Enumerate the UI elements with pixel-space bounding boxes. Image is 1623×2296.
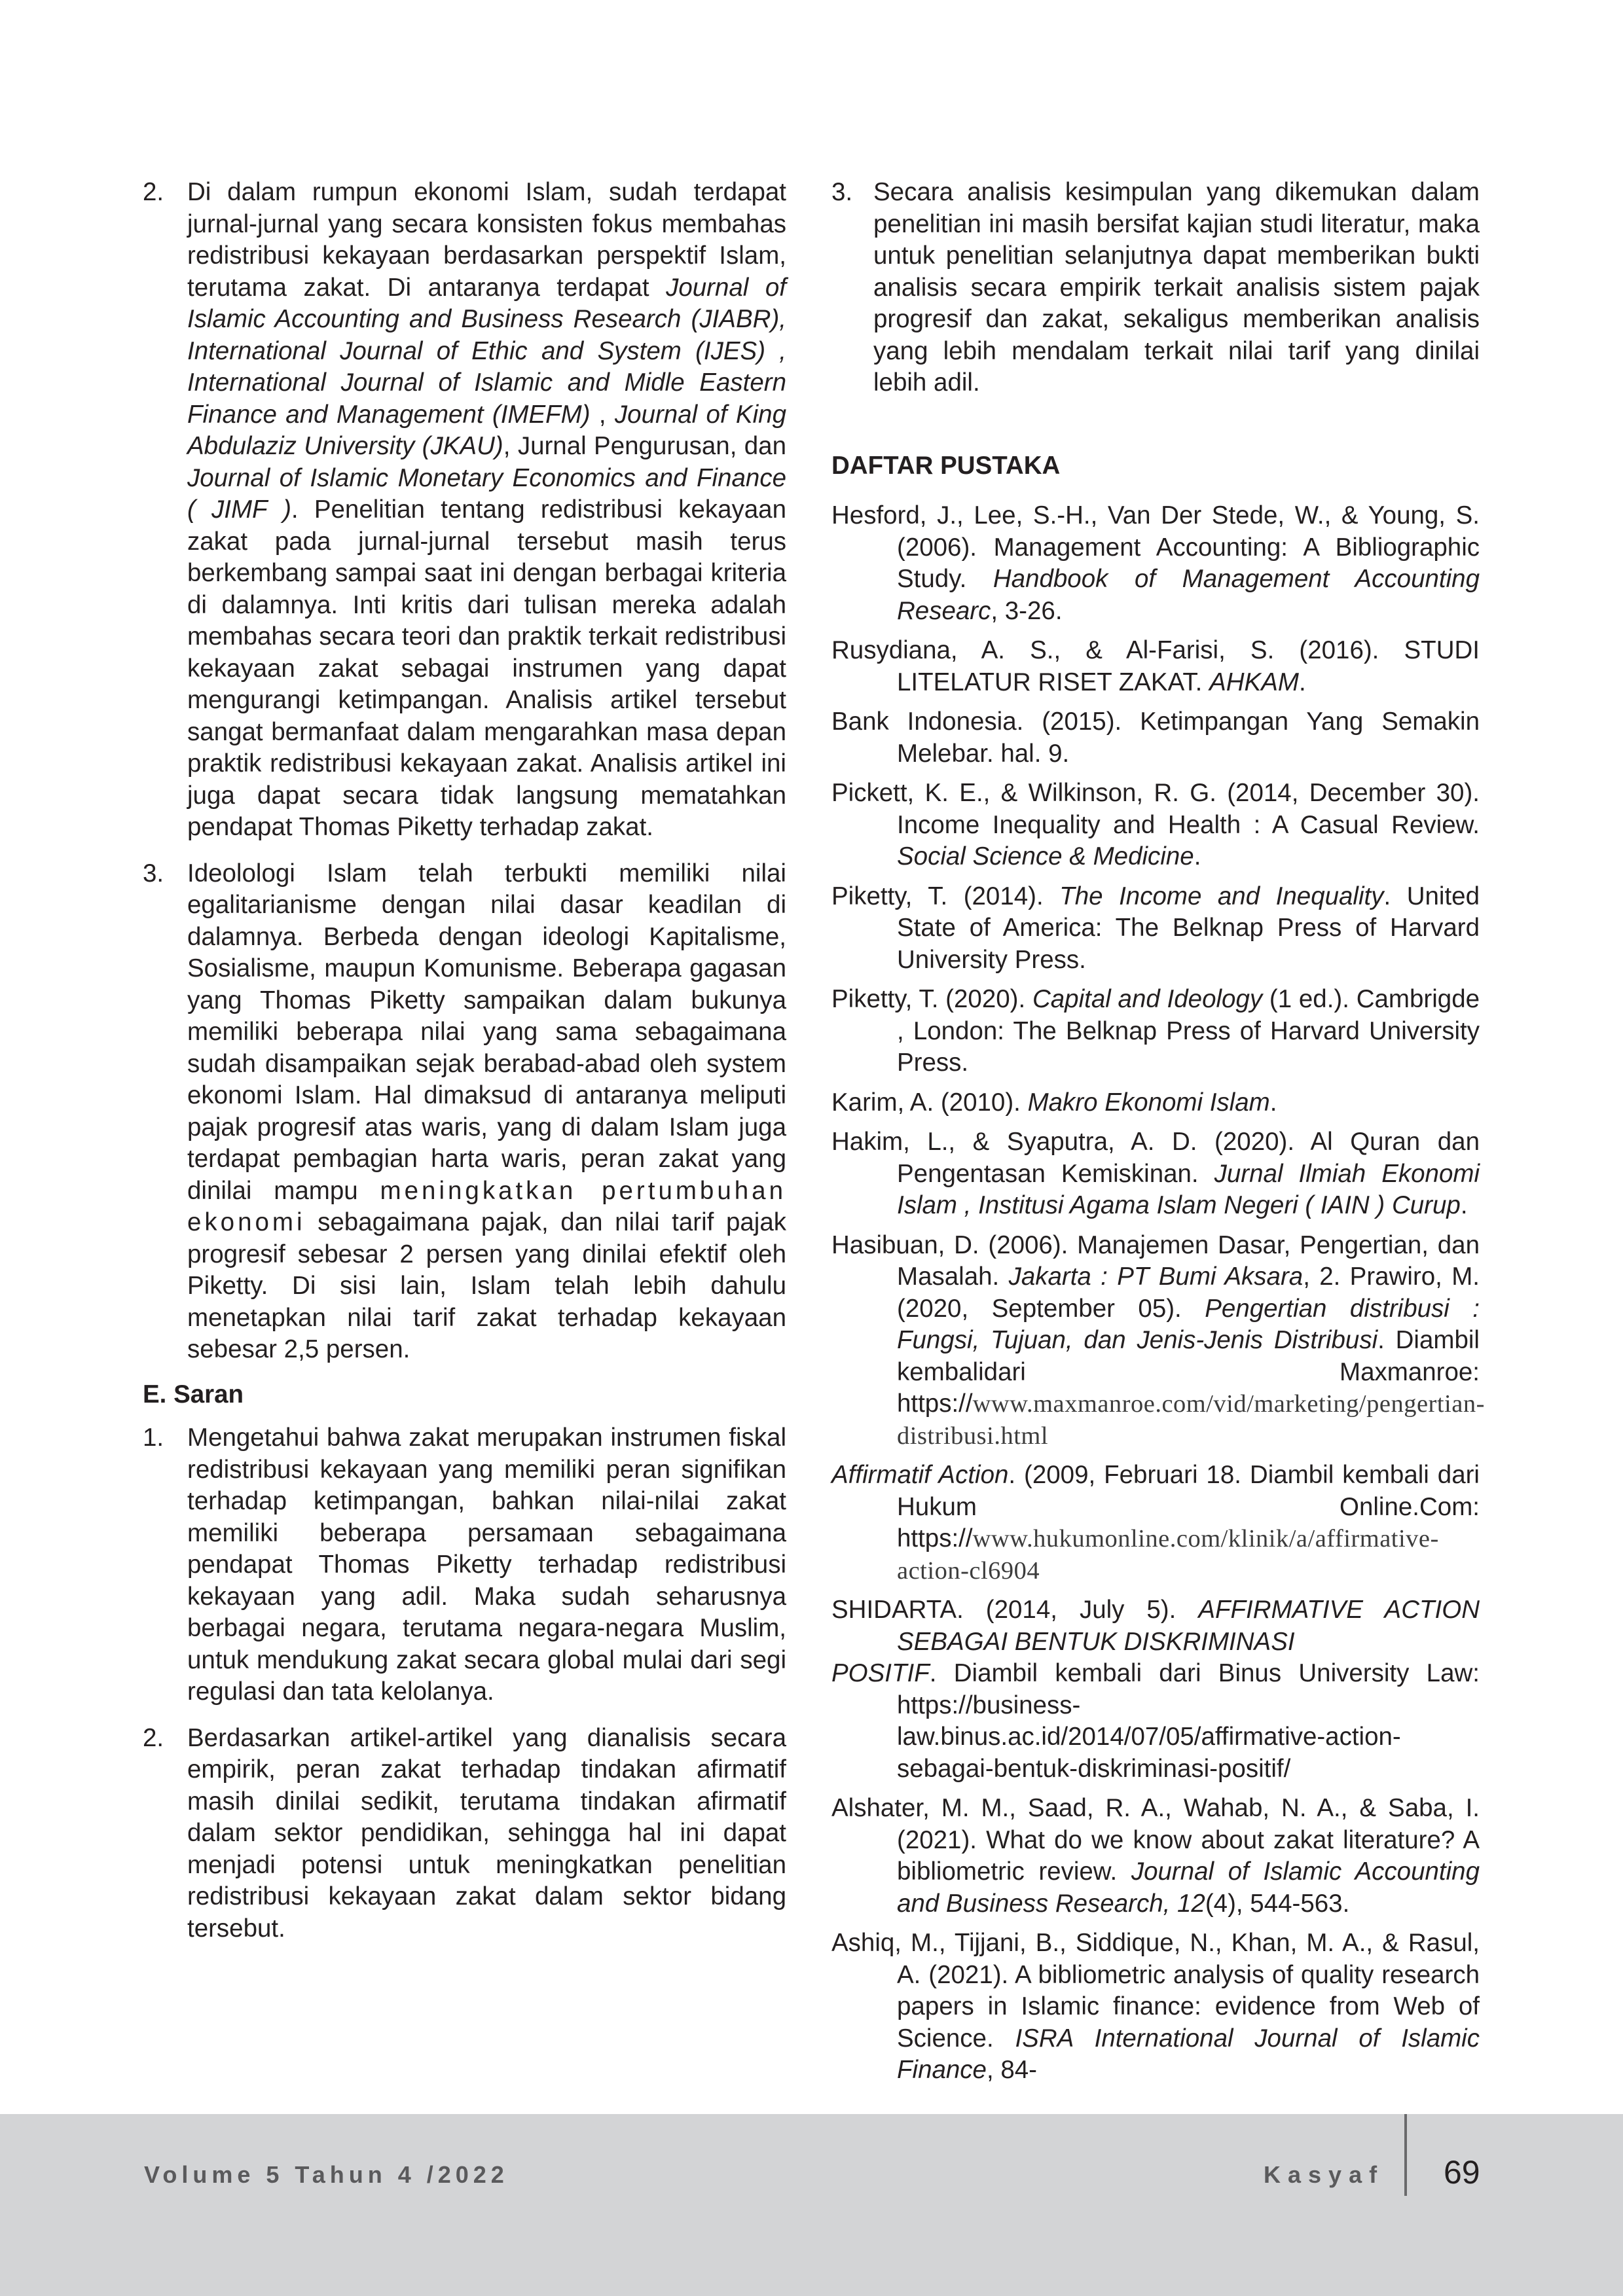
ref-url[interactable]: www.hukumonline.com/klinik/a/affirmative-action-cl6904 [897,1525,1439,1585]
ref-source: ISRA International Journal of Islamic Finance [897,2024,1480,2084]
reference-entry [831,1594,1480,1658]
saran-item-1 [143,1422,786,1708]
footer-volume: Volume 5 Tahun 4 /2022 [144,2161,509,2188]
ref-text: Hasibuan, D. (2006). Manajemen Dasar, Pengertian, dan Masalah. [831,1230,1480,1291]
reference-entry [831,984,1480,1079]
ref-text: . United State of America: The Belknap Press of Harvard University Press. [897,882,1480,974]
reference-entry [831,706,1480,770]
ref-text: Rusydiana, A. S., & Al-Farisi, S. (2016). STUDI LITELATUR RISET ZAKAT. [831,636,1480,696]
ref-text: . [1194,842,1201,870]
ref-source: Pengertian distribusi : Fungsi, Tujuan, dan Jenis-Jenis Distribusi [897,1294,1480,1354]
ref-source: Handbook of Management Accounting Researc [897,565,1480,625]
ref-source: Affirmatif Action [831,1461,1009,1489]
ref-text: , 84- [986,2056,1038,2084]
ref-text: Karim, A. (2010). [831,1088,1028,1117]
ref-source: AHKAM [1209,668,1299,696]
reference-entry [831,1230,1485,1452]
reference-entry [831,1087,1480,1119]
footer-divider [1404,2114,1407,2196]
ref-text: . (2009, Februari 18. Diambil kembali dari Hukum Online.Com: https:// [897,1461,1480,1552]
ref-text: Hesford, J., Lee, S.-H., Van Der Stede, W., & Young, S. (2006). Management Accounting: A Bibliographic Study. [831,501,1480,593]
text: , [590,400,615,429]
ref-text: Pickett, K. E., & Wilkinson, R. G. (2014, December 30). Income Inequality and Health : A Casual Review. [831,779,1480,839]
ref-text: . Diambil kembali dari Binus University Law: https://business- law.binus.ac.id/2014/07/05/affirmative-action-sebagai-bentuk-diskriminasi-positif/ [897,1659,1480,1783]
text: meningkatkan pertumbuhan ekonomi [187,1176,786,1236]
reference-entry [831,1126,1480,1222]
left-column [143,177,786,1945]
ref-text: Piketty, T. (2020). [831,985,1032,1013]
text: . Penelitian tentang redistribusi kekayaan zakat pada jurnal-jurnal tersebut masih terus berkembang sampai saat ini dengan berbagai kriteria di dalamnya. Inti kritis dari tulisan mereka adalah membahas secara teori dan praktik terkait redistribusi kekayaan zakat sebagai instrumen yang dapat mengurangi ketimpangan. Analisis artikel tersebut sangat bermanfaat dalam mengarahkan masa depan praktik redistribusi kekayaan zakat. Analisis artikel ini juga dapat secara tidak langsung mematahkan pendapat Thomas Piketty terhadap zakat. [187,495,786,841]
ref-text: (1 ed.). Cambrigde , London: The Belknap Press of Harvard University Press. [897,985,1480,1077]
ref-text: Piketty, T. (2014). [831,882,1060,910]
reference-entry [831,500,1480,627]
item-number: 3. [143,859,164,888]
journal-name: Journal of King Abdulaziz University (JKAU) [187,400,786,460]
reference-entry [831,881,1480,977]
reference-entry [831,1793,1480,1920]
ref-text: Hakim, L., & Syaputra, A. D. (2020). Al Quran dan Pengentasan Kemiskinan. [831,1128,1480,1188]
page-number: 69 [1444,2154,1480,2191]
ref-text: Ashiq, M., Tijjani, B., Siddique, N., Khan, M. A., & Rasul, A. (2021). A bibliometric analysis of quality research papers in Islamic finance: evidence from Web of Science. [831,1929,1480,2053]
reference-entry [831,778,1480,873]
ref-text: (4), 544-563. [1205,1889,1350,1918]
reference-entry [831,1658,1480,1785]
text: sebagaimana pajak, dan nilai tarif pajak progresif sebesar 2 persen yang dinilai efektif oleh Piketty. Di sisi lain, Islam telah lebih dahulu menetapkan nilai tarif zakat terhadap kekayaan sebesar 2,5 persen. [187,1208,786,1363]
journal-name: Journal of Islamic Monetary Economics and Finance ( JIMF ) [187,463,786,524]
conclusion-item-3 [143,858,786,1366]
ref-source: Social Science & Medicine [897,842,1194,870]
reference-entry [831,635,1480,698]
text: Di dalam rumpun ekonomi Islam, sudah terdapat jurnal-jurnal yang secara konsisten fokus membahas redistribusi kekayaan berdasarkan perspektif Islam, terutama zakat. Di antaranya terdapat [187,178,786,302]
ref-source: Capital and Ideology [1032,985,1263,1013]
ref-text: . [1299,668,1306,696]
footer-journal-name: Kasyaf [1264,2161,1385,2188]
ref-text: . [1269,1088,1277,1117]
ref-url[interactable]: www.maxmanroe.com/vid/marketing/pengertian-distribusi.html [897,1390,1485,1450]
text: Berdasarkan artikel-artikel yang dianalisis secara empirik, peran zakat terhadap tindakan afirmatif masih dinilai sedikit, terutama tindakan afirmatif dalam sektor pendidikan, sehingga hal ini dapat menjadi potensi untuk meningkatkan penelitian redistribusi kekayaan zakat dalam sektor bidang tersebut. [187,1723,786,1943]
ref-text: Alshater, M. M., Saad, R. A., Wahab, N. A., & Saba, I. (2021). What do we know about zakat literature? A bibliometric review. [831,1794,1480,1886]
ref-text: Bank Indonesia. (2015). Ketimpangan Yang Semakin Melebar. hal. 9. [831,708,1480,768]
reference-entry [831,1460,1480,1587]
ref-text: . Diambil kembalidari Maxmanroe: https:// [897,1326,1480,1418]
item-number: 2. [143,1723,164,1752]
ref-source: Makro Ekonomi Islam [1027,1088,1270,1117]
conclusion-item-2 [143,177,786,844]
item-number: 2. [143,178,164,206]
reference-entry [831,1928,1480,2087]
ref-text: , 2. Prawiro, M. (2020, September 05). [897,1263,1480,1323]
saran-item-2 [143,1723,786,1945]
section-heading-saran: E. Saran [143,1380,244,1408]
saran-item-3 [831,177,1480,399]
ref-text: . [1460,1191,1468,1219]
item-number: 3. [831,178,853,206]
journal-names: Journal of Islamic Accounting and Business Research (JIABR), International Journal of Ethic and System (IJES) , International Journal of Islamic and Midle Eastern Finance and Management (IMEFM) [187,273,786,429]
text: , Jurnal Pengurusan, dan [503,432,786,460]
ref-text: , 3-26. [991,596,1063,625]
ref-source: Journal of Islamic Accounting and Business Research, 12 [897,1857,1480,1918]
text: Mengetahui bahwa zakat merupakan instrumen fiskal redistribusi kekayaan yang memiliki peran signifikan terhadap ketimpangan, bahkan nilai-nilai zakat memiliki beberapa persamaan sebagaimana pendapat Thomas Piketty terhadap redistribusi kekayaan yang adil. Maka sudah seharusnya berbagai negara, terutama negara-negara Muslim, untuk mendukung zakat secara global mulai dari segi regulasi dan tata kelolanya. [187,1424,786,1706]
ref-text: SHIDARTA. (2014, July 5). [831,1596,1199,1624]
ref-source: Jakarta : PT Bumi Aksara [1008,1263,1304,1291]
ref-source: POSITIF [831,1659,930,1687]
ref-source: AFFIRMATIVE ACTION SEBAGAI BENTUK DISKRIMINASI [897,1596,1480,1656]
item-number: 1. [143,1424,164,1452]
page-footer [0,2114,1623,2296]
text: Ideolologi Islam telah terbukti memiliki nilai egalitarianisme dengan nilai dasar keadilan di dalamnya. Berbeda dengan ideologi Kapitalisme, Sosialisme, maupun Komunisme. Beberapa gagasan yang Thomas Piketty sampaikan dalam bukunya memiliki beberapa nilai yang sama sebagaimana sudah disampaikan sejak berabad-abad oleh system ekonomi Islam. Hal dimaksud di antaranya meliputi pajak progresif atas waris, yang di dalam Islam juga terdapat pembagian harta waris, peran zakat yang dinilai mampu [187,859,786,1205]
right-column [831,177,1485,2094]
ref-source: The Income and Inequality [1059,882,1384,910]
text: Secara analisis kesimpulan yang dikemukan dalam penelitian ini masih bersifat kajian studi literatur, maka untuk penelitian selanjutnya dapat memberikan bukti analisis secara empirik terkait analisis sistem pajak progresif dan zakat, sekaligus memberikan analisis yang lebih mendalam terkait nilai tarif yang dinilai lebih adil. [873,178,1480,397]
references-heading: DAFTAR PUSTAKA [831,451,1061,480]
ref-source: Jurnal Ilmiah Ekonomi Islam , Institusi Agama Islam Negeri ( IAIN ) Curup [897,1159,1480,1219]
